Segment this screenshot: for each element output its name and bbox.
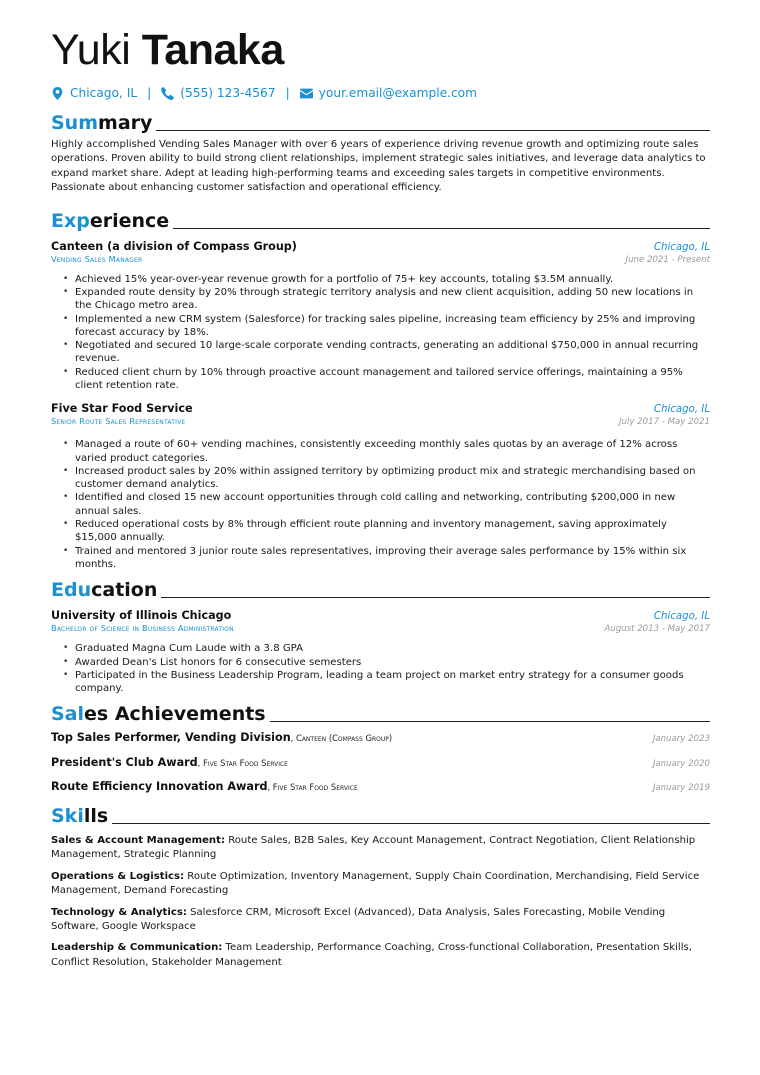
list-item: • Managed a route of 60+ vending machines, consistently exceeding monthly sales quotas by an average of 12% across varied product categories. bbox=[63, 438, 710, 465]
achievement-item bbox=[51, 731, 710, 750]
achievements-title-accent: Sal bbox=[51, 703, 85, 726]
skill-group bbox=[51, 906, 710, 935]
summary-heading bbox=[51, 110, 710, 134]
achievement-org: , Five Star Food Service bbox=[197, 757, 288, 768]
summary-text: Highly accomplished Vending Sales Manager with over 6 years of experience driving revenue growth and optimizing route sales operations. Proven ability to build strong client relationships, implement strategic sales initiatives, and leverage data analytics to expand market share. Adept at leading high-performing teams and exceeding sales targets in competitive environments. Passionate about enhancing customer satisfaction and operational efficiency. bbox=[51, 139, 706, 194]
experience-entry bbox=[51, 240, 710, 393]
list-item: • Awarded Dean's List honors for 6 consecutive semesters bbox=[63, 656, 710, 669]
job-bullets bbox=[51, 273, 710, 393]
experience-heading bbox=[51, 208, 710, 232]
skills-title-rest: lls bbox=[83, 804, 109, 827]
skills-heading bbox=[51, 803, 710, 827]
education-heading bbox=[51, 577, 710, 601]
achievement-date: January 2019 bbox=[652, 783, 710, 794]
employer-location: Chicago, IL bbox=[653, 404, 710, 416]
skill-group bbox=[51, 870, 710, 899]
section-rule bbox=[173, 228, 710, 229]
job-dates: July 2017 - May 2021 bbox=[619, 417, 710, 428]
section-rule bbox=[112, 823, 710, 824]
summary-title-rest: mary bbox=[98, 112, 153, 134]
list-item: • Implemented a new CRM system (Salesforce) for tracking sales pipeline, increasing team efficiency by 25% and improving forecast accuracy by 18%. bbox=[63, 313, 710, 340]
email-link[interactable]: your.email@example.com bbox=[318, 86, 477, 100]
job-title: Vending Sales Manager bbox=[51, 253, 143, 264]
list-item: • Identified and closed 15 new account opportunities through cold calling and networking, contributing $200,000 in new annual sales. bbox=[63, 491, 710, 518]
achievements-heading bbox=[51, 701, 710, 725]
map-pin-icon bbox=[51, 87, 64, 100]
last-name: Tanaka bbox=[141, 26, 284, 74]
achievement-name: Route Efficiency Innovation Award bbox=[51, 780, 268, 794]
achievement-date: January 2020 bbox=[652, 758, 710, 769]
location-text: Chicago, IL bbox=[70, 86, 138, 100]
phone-text[interactable]: (555) 123-4567 bbox=[180, 86, 276, 100]
education-title-rest: cation bbox=[91, 579, 158, 602]
section-rule bbox=[156, 130, 710, 131]
list-item: • Reduced operational costs by 8% through efficient route planning and inventory management, saving approximately $15,000 annually. bbox=[63, 518, 710, 545]
first-name: Yuki bbox=[51, 26, 131, 74]
achievement-name: President's Club Award bbox=[51, 755, 198, 769]
education-bullets bbox=[51, 642, 710, 695]
education-title-accent: Edu bbox=[51, 579, 92, 602]
skill-list: Route Sales, B2B Sales, Key Account Management, Contract Negotiation, Client Relationship Management, Strategic Planning bbox=[51, 834, 696, 861]
skill-list: Salesforce CRM, Microsoft Excel (Advanced), Data Analysis, Sales Forecasting, Mobile Vending Software, Google Workspace bbox=[51, 906, 666, 932]
employer-name: Five Star Food Service bbox=[51, 402, 193, 416]
experience-title-rest: erience bbox=[89, 209, 170, 232]
contact-phone[interactable] bbox=[161, 86, 275, 100]
experience-entry bbox=[51, 402, 710, 571]
candidate-name bbox=[51, 24, 710, 76]
employer-name: Canteen (a division of Compass Group) bbox=[51, 239, 297, 253]
skills-title-accent: Ski bbox=[51, 804, 84, 827]
skill-label: Sales & Account Management: bbox=[51, 834, 225, 846]
list-item: • Participated in the Business Leadership Program, leading a team project on market entry strategy for a consumer goods company. bbox=[63, 669, 710, 696]
list-item: • Reduced client churn by 10% through proactive account management and tailored service offerings, maintaining a 95% client retention rate. bbox=[63, 366, 710, 393]
skill-list: Route Optimization, Inventory Management, Supply Chain Coordination, Merchandising, Field Service Management, Demand Forecasting bbox=[51, 870, 700, 897]
experience-title-accent: Exp bbox=[51, 209, 90, 232]
job-title: Senior Route Sales Representative bbox=[51, 416, 186, 427]
section-rule bbox=[161, 597, 710, 598]
list-item: • Trained and mentored 3 junior route sales representatives, improving their average sales performance by 15% within six months. bbox=[63, 545, 710, 572]
education-dates: August 2013 - May 2017 bbox=[604, 624, 710, 635]
skill-list: Team Leadership, Performance Coaching, Cross-functional Collaboration, Presentation Skills, Conflict Resolution, Stakeholder Management bbox=[51, 942, 692, 968]
achievement-name: Top Sales Performer, Vending Division bbox=[51, 731, 291, 745]
education-entry bbox=[51, 609, 710, 695]
list-item: • Graduated Magna Cum Laude with a 3.8 GPA bbox=[63, 642, 710, 655]
job-bullets bbox=[51, 438, 710, 571]
achievement-date: January 2023 bbox=[652, 734, 710, 745]
contact-email[interactable] bbox=[300, 86, 477, 100]
achievement-org: , Five Star Food Service bbox=[267, 782, 358, 793]
contact-line bbox=[51, 84, 710, 102]
list-item: • Expanded route density by 20% through strategic territory analysis and new client acquisition, adding 50 new locations in the Chicago metro area. bbox=[63, 286, 710, 313]
achievement-item bbox=[51, 756, 710, 775]
achievement-org: , Canteen (Compass Group) bbox=[290, 733, 393, 744]
envelope-icon bbox=[300, 87, 313, 100]
contact-separator: | bbox=[147, 86, 152, 100]
employer-location: Chicago, IL bbox=[653, 241, 710, 253]
skill-label: Technology & Analytics: bbox=[51, 906, 187, 918]
degree: Bachelor of Science in Business Administration bbox=[51, 623, 234, 634]
skill-group bbox=[51, 941, 710, 970]
achievement-item bbox=[51, 780, 710, 799]
list-item: • Achieved 15% year-over-year revenue growth for a portfolio of 75+ key accounts, totaling $3.5M annually. bbox=[63, 273, 710, 286]
phone-icon bbox=[161, 87, 174, 100]
achievements-title-rest: es Achievements bbox=[84, 703, 266, 726]
school-location: Chicago, IL bbox=[653, 611, 710, 623]
summary-title-accent: Sum bbox=[51, 112, 99, 134]
section-rule bbox=[270, 721, 710, 722]
resume-page bbox=[51, 24, 710, 970]
contact-location bbox=[51, 86, 137, 100]
skill-label: Operations & Logistics: bbox=[51, 870, 185, 882]
school-name: University of Illinois Chicago bbox=[51, 609, 232, 623]
contact-separator: | bbox=[285, 86, 290, 100]
list-item: • Increased product sales by 20% within assigned territory by optimizing product mix and strategic merchandising based on customer demand analytics. bbox=[63, 465, 710, 492]
skill-label: Leadership & Communication: bbox=[51, 942, 223, 954]
list-item: • Negotiated and secured 10 large-scale corporate vending contracts, generating an additional $750,000 in annual recurring revenue. bbox=[63, 339, 710, 366]
job-dates: June 2021 - Present bbox=[625, 254, 710, 265]
skill-group bbox=[51, 834, 710, 863]
